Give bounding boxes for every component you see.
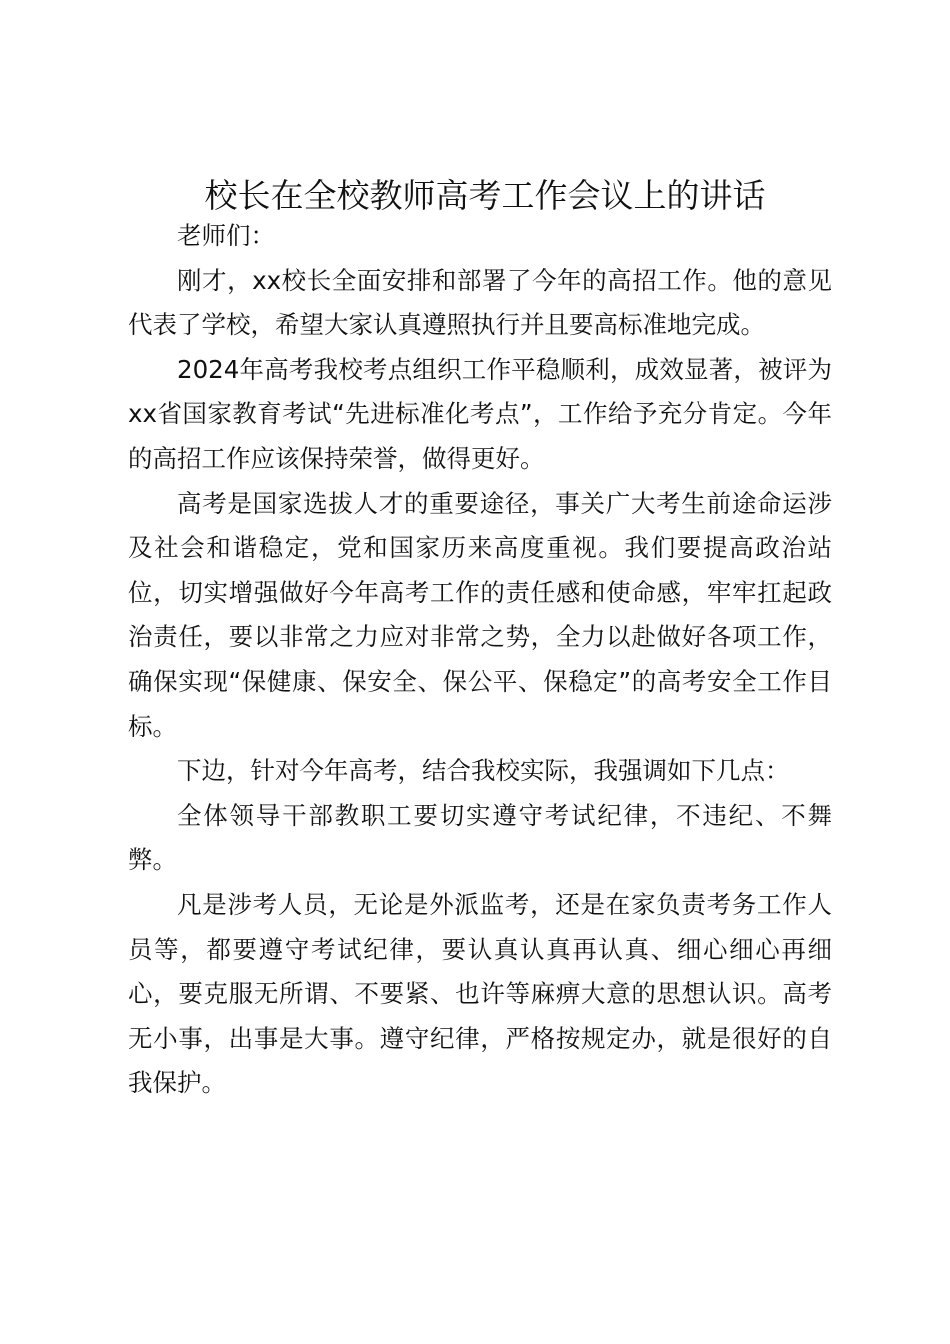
paragraph-1: 刚才，xx校长全面安排和部署了今年的高招工作。他的意见代表了学校，希望大家认真遵照执行并且要高标准地完成。	[128, 265, 832, 340]
greeting: 老师们：	[177, 221, 275, 250]
paragraph-3: 高考是国家选拔人才的重要途径，事关广大考生前途命运涉及社会和谐稳定，党和国家历来高度重视。我们要提高政治站位，切实增强做好今年高考工作的责任感和使命感，牢牢扛起政治责任，要以非常之力应对非常之势，全力以赴做好各项工作，确保实现“保健康、保安全、保公平、保稳定”的高考安全工作目标。	[128, 488, 832, 741]
document-title: 校长在全校教师高考工作会议上的讲话	[204, 176, 766, 215]
document-page	[128, 172, 832, 1106]
paragraph-4: 下边，针对今年高考，结合我校实际，我强调如下几点：	[177, 756, 790, 786]
paragraph-5: 全体领导干部教职工要切实遵守考试纪律，不违纪、不舞弊。	[128, 800, 832, 875]
paragraph-2: 2024年高考我校考点组织工作平稳顺利，成效显著，被评为xx省国家教育考试“先进标准化考点”，工作给予充分肯定。今年的高招工作应该保持荣誉，做得更好。	[128, 354, 832, 473]
paragraph-6: 凡是涉考人员，无论是外派监考，还是在家负责考务工作人员等，都要遵守考试纪律，要认真认真再认真、细心细心再细心，要克服无所谓、不要紧、也许等麻痹大意的思想认识。高考无小事，出事是大事。遵守纪律，严格按规定办，就是很好的自我保护。	[128, 889, 832, 1098]
